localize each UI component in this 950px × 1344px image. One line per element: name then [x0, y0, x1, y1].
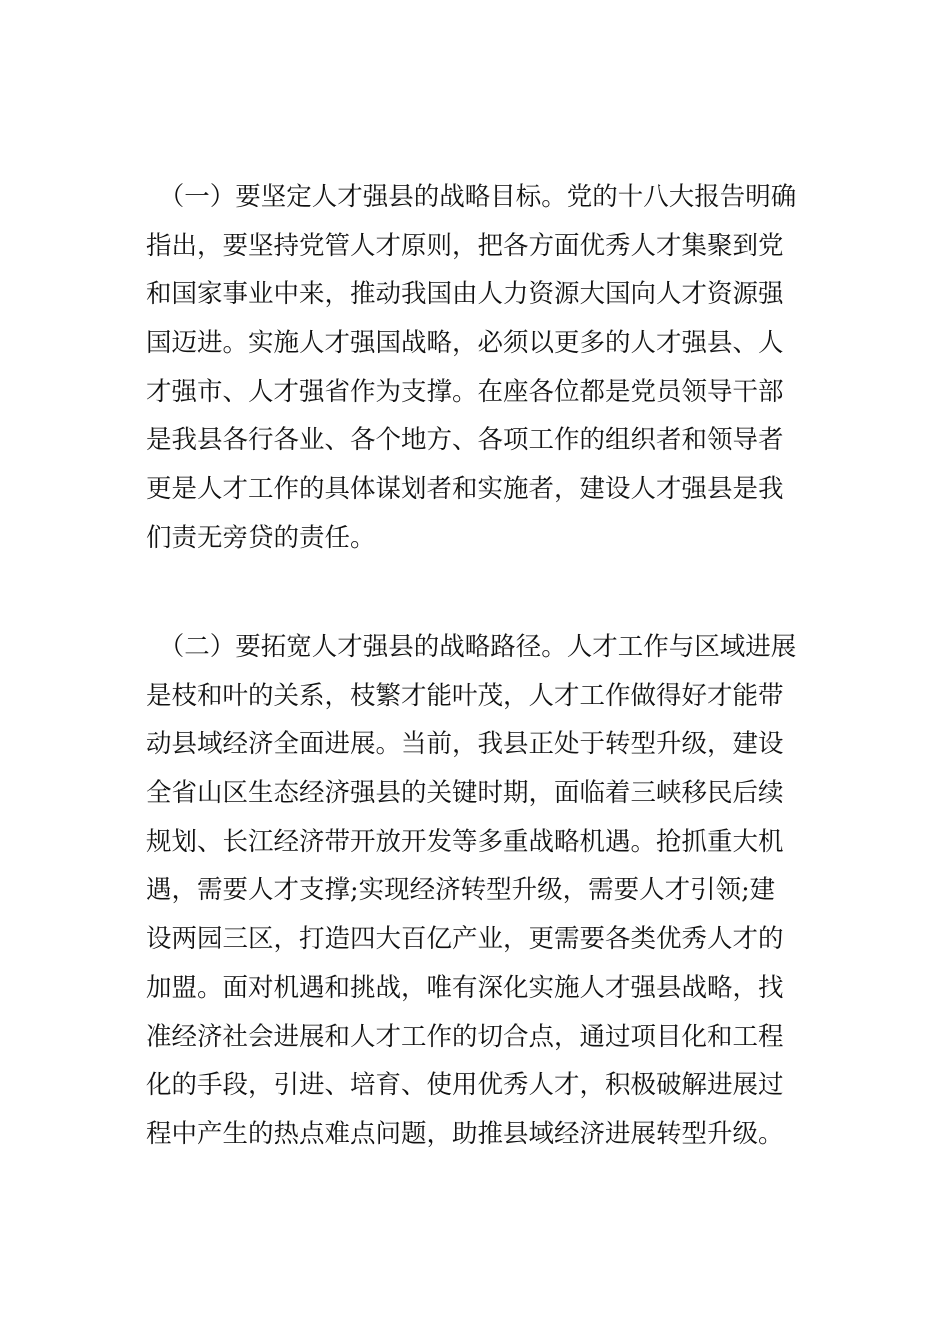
paragraph-line: 加盟。面对机遇和挑战，唯有深化实施人才强县战略，找 — [146, 972, 784, 1003]
paragraph-strategic-path — [146, 623, 846, 1159]
paragraph-line: 和国家事业中来，推动我国由人力资源大国向人才资源强 — [146, 279, 784, 310]
paragraph-line: 全省山区生态经济强县的关键时期，面临着三峡移民后续 — [146, 778, 784, 809]
paragraph-line: 准经济社会进展和人才工作的切合点，通过项目化和工程 — [146, 1021, 784, 1052]
paragraph-line: 化的手段，引进、培育、使用优秀人才，积极破解进展过 — [146, 1070, 784, 1101]
paragraph-line: 是枝和叶的关系，枝繁才能叶茂，人才工作做得好才能带 — [146, 680, 784, 711]
paragraph-line: （二）要拓宽人才强县的战略路径。人才工作与区域进展 — [146, 632, 797, 662]
paragraph-line: 动县域经济全面进展。当前，我县正处于转型升级，建设 — [146, 729, 784, 760]
paragraph-line: 国迈进。实施人才强国战略，必须以更多的人才强县、人 — [146, 328, 784, 359]
paragraph-line: （一）要坚定人才强县的战略目标。党的十八大报告明确 — [146, 182, 797, 212]
paragraph-line: 才强市、人才强省作为支撑。在座各位都是党员领导干部 — [146, 376, 784, 407]
paragraph-line: 更是人才工作的具体谋划者和实施者，建设人才强县是我 — [146, 474, 784, 505]
paragraph-line: 规划、长江经济带开放开发等多重战略机遇。抢抓重大机 — [146, 826, 784, 857]
paragraph-line: 指出，要坚持党管人才原则，把各方面优秀人才集聚到党 — [146, 230, 784, 261]
paragraph-line: 遇，需要人才支撑;实现经济转型升级，需要人才引领;建 — [146, 875, 776, 906]
paragraph-line: 程中产生的热点难点问题，助推县域经济进展转型升级。 — [146, 1118, 784, 1149]
paragraph-line: 们责无旁贷的责任。 — [146, 522, 376, 553]
paragraph-line: 设两园三区，打造四大百亿产业，更需要各类优秀人才的 — [146, 924, 784, 955]
paragraph-strategic-goal — [146, 173, 846, 563]
paragraph-line: 是我县各行各业、各个地方、各项工作的组织者和领导者 — [146, 425, 784, 456]
